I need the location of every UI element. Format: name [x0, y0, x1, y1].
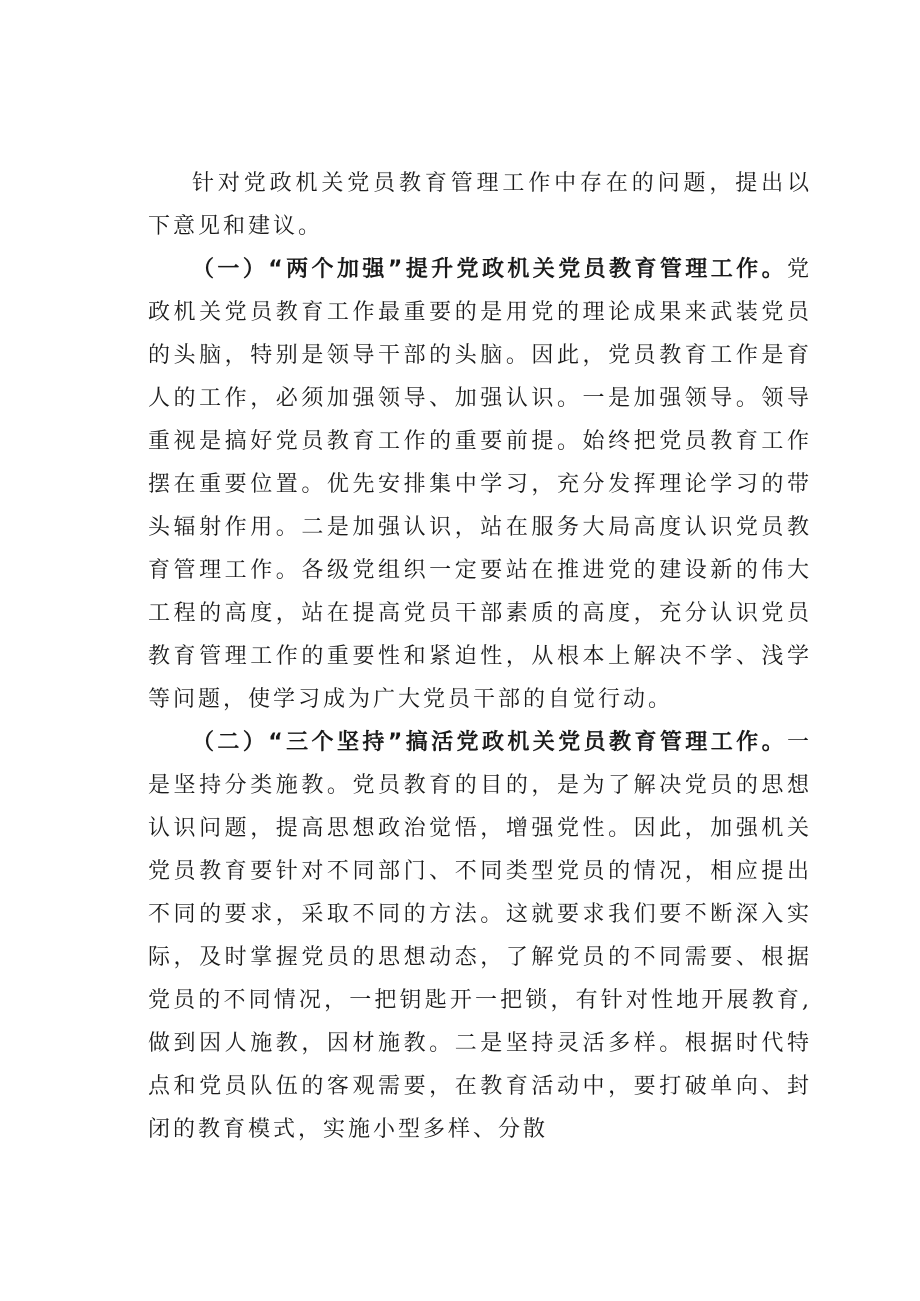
- paragraph-intro-text: 针对党政机关党员教育管理工作中存在的问题，提出以下意见和建议。: [148, 171, 812, 239]
- section-two-heading: （二）“三个坚持”搞活党政机关党员教育管理工作。: [192, 730, 787, 755]
- paragraph-section-two: [148, 721, 812, 1151]
- section-one-text: 党政机关党员教育工作最重要的是用党的理论成果来武装党员的头脑，特别是领导干部的头脑。因此，党员教育工作是育人的工作，必须加强领导、加强认识。一是加强领导。领导重视是搞好党员教育工作的重要前提。始终把党员教育工作摆在重要位置。优先安排集中学习，充分发挥理论学习的带头辐射作用。二是加强认识，站在服务大局高度认识党员教育管理工作。各级党组织一定要站在推进党的建设新的伟大工程的高度，站在提高党员干部素质的高度，充分认识党员教育管理工作的重要性和紧迫性，从根本上解决不学、浅学等问题，使学习成为广大党员干部的自觉行动。: [148, 257, 812, 712]
- paragraph-intro: [148, 162, 812, 248]
- section-two-text: 一是坚持分类施教。党员教育的目的，是为了解决党员的思想认识问题，提高思想政治觉悟，增强党性。因此，加强机关党员教育要针对不同部门、不同类型党员的情况，相应提出不同的要求，采取不同的方法。这就要求我们要不断深入实际，及时掌握党员的思想动态，了解党员的不同需要、根据党员的不同情况，一把钥匙开一把锁，有针对性地开展教育,做到因人施教，因材施教。二是坚持灵活多样。根据时代特点和党员队伍的客观需要，在教育活动中，要打破单向、封闭的教育模式，实施小型多样、分散: [148, 730, 812, 1142]
- paragraph-section-one: [148, 248, 812, 721]
- section-one-heading: （一）“两个加强”提升党政机关党员教育管理工作。: [192, 257, 787, 282]
- document-body: [148, 162, 812, 1151]
